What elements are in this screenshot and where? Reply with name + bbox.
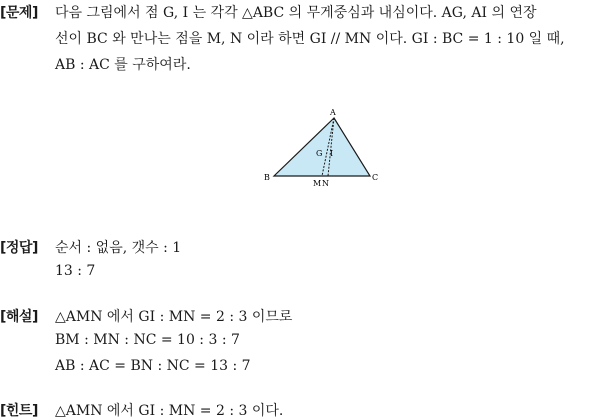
solution-line-2: BM : MN : NC = 10 : 3 : 7 <box>55 332 240 348</box>
triangle-figure <box>258 106 388 190</box>
answer-line-2: 13 : 7 <box>55 263 96 279</box>
problem-line-1: 다음 그림에서 점 G, I 는 각각 △ABC 의 무게중심과 내심이다. AG, AI 의 연장 <box>55 5 537 21</box>
hint-label: [힌트] <box>0 403 38 419</box>
label-g: G <box>316 149 323 158</box>
label-b: B <box>264 173 270 182</box>
label-n: N <box>322 179 329 188</box>
answer-line-1: 순서 : 없음, 갯수 : 1 <box>55 240 182 256</box>
answer-label: [정답] <box>0 240 38 256</box>
solution-label: [해설] <box>0 309 38 325</box>
label-m: M <box>313 179 322 188</box>
solution-line-3: AB : AC = BN : NC = 13 : 7 <box>55 358 251 374</box>
problem-label: [문제] <box>0 5 38 21</box>
label-i: I <box>330 149 334 158</box>
problem-line-2: 선이 BC 와 만나는 점을 M, N 이라 하면 GI // MN 이다. GI : BC = 1 : 10 일 때, <box>55 31 565 47</box>
label-c: C <box>372 173 379 182</box>
label-a: A <box>330 108 336 117</box>
triangle-abc <box>274 118 370 176</box>
hint-line-1: △AMN 에서 GI : MN = 2 : 3 이다. <box>55 403 284 419</box>
solution-line-1: △AMN 에서 GI : MN = 2 : 3 이므로 <box>55 309 293 325</box>
problem-line-3: AB : AC 를 구하여라. <box>55 57 191 73</box>
